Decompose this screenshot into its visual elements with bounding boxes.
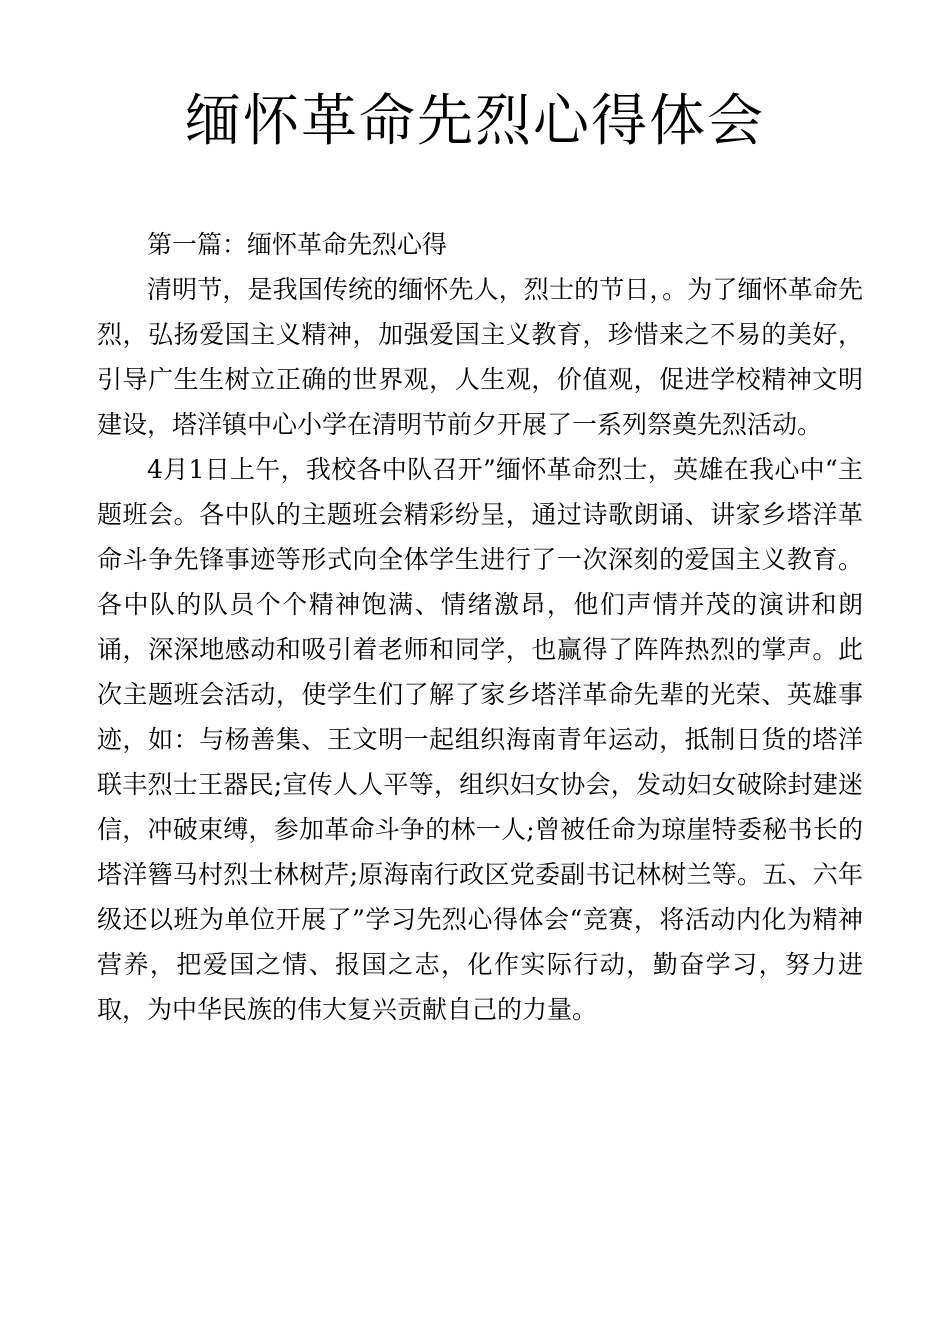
document-body [97, 222, 863, 1032]
paragraph-intro: 清明节，是我国传统的缅怀先人，烈士的节日，。为了缅怀革命先烈，弘扬爱国主义精神，加强爱国主义教育，珍惜来之不易的美好，引导广生生树立正确的世界观，人生观，价值观，促进学校精神文明建设，塔洋镇中心小学在清明节前夕开展了一系列祭奠先烈活动。 [97, 275, 863, 439]
document-title: 缅怀革命先烈心得体会 [185, 89, 765, 154]
section-heading: 第一篇：缅怀革命先烈心得 [147, 230, 448, 259]
paragraph-activities: 4月1日上午，我校各中队召开”缅怀革命烈士，英雄在我心中“主题班会。各中队的主题班会精彩纷呈，通过诗歌朗诵、讲家乡塔洋革命斗争先锋事迹等形式向全体学生进行了一次深刻的爱国主义教育。各中队的队员个个精神饱满、情绪激昂，他们声情并茂的演讲和朗诵，深深地感动和吸引着老师和同学，也赢得了阵阵热烈的掌声。此次主题班会活动，使学生们了解了家乡塔洋革命先辈的光荣、英雄事迹，如：与杨善集、王文明一起组织海南青年运动，抵制日货的塔洋联丰烈士王器民;宣传人人平等，组织妇女协会，发动妇女破除封建迷信，冲破束缚，参加革命斗争的林一人;曾被任命为琼崖特委秘书长的塔洋簪马村烈士林树芹;原海南行政区党委副书记林树兰等。五、六年级还以班为单位开展了”学习先烈心得体会“竞赛，将活动内化为精神营养，把爱国之情、报国之志，化作实际行动，勤奋学习，努力进取，为中华民族的伟大复兴贡献自己的力量。 [97, 455, 863, 1024]
